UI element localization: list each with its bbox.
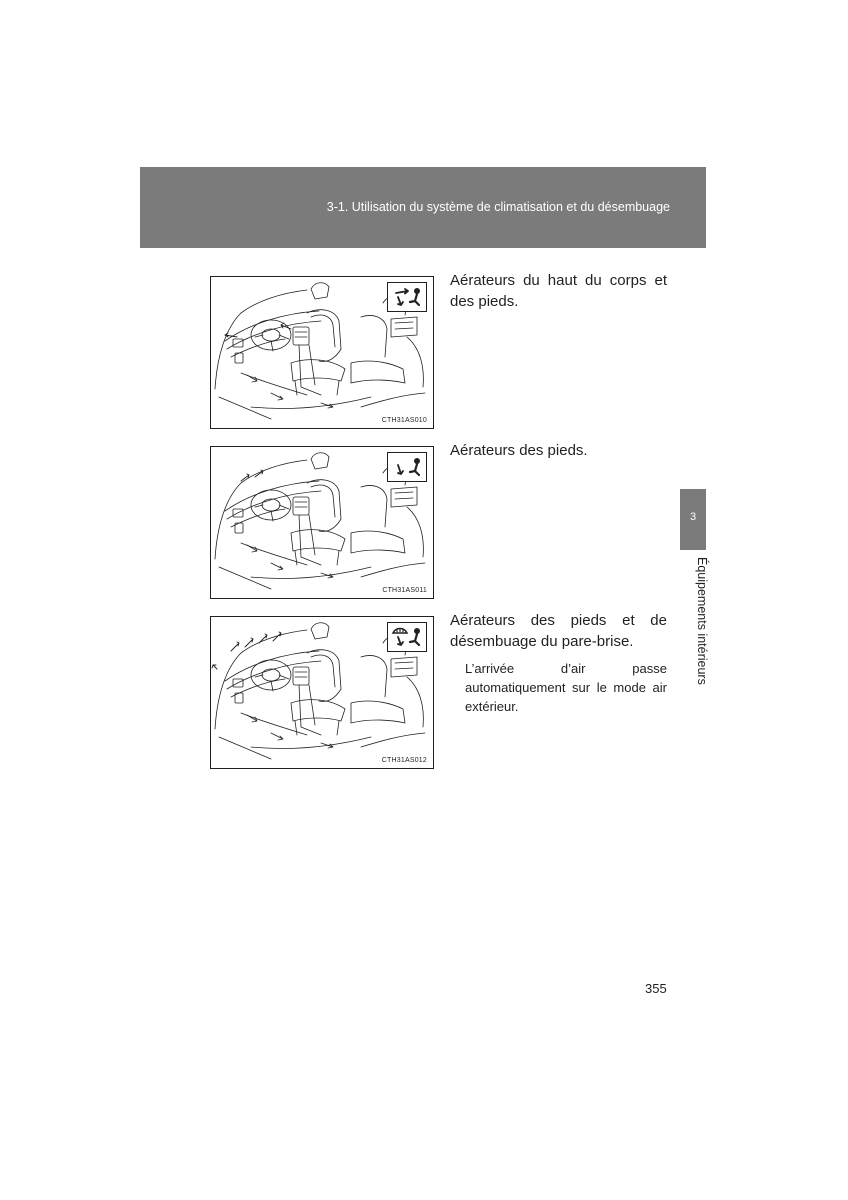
- illustration-code: CTH31AS010: [381, 417, 427, 424]
- page-number: 355: [645, 981, 667, 996]
- section-header-band: [140, 167, 706, 248]
- chapter-number: 3: [689, 511, 697, 523]
- illustration-feet: [210, 446, 434, 599]
- chapter-tab: [680, 489, 706, 550]
- feet-airflow-icon: [387, 452, 427, 482]
- feet-and-defrost-airflow-icon: [387, 622, 427, 652]
- chapter-label: Équipements intérieurs: [695, 557, 709, 685]
- item-description: Aérateurs du haut du corps et des pieds.: [450, 272, 667, 310]
- illustration-feet-and-defrost: [210, 616, 434, 769]
- item-description: Aérateurs des pieds.: [450, 442, 588, 459]
- illustration-face-and-feet: [210, 276, 434, 429]
- item-note: L’arrivée d’air passe automatiquement sur le mode air extérieur.: [465, 661, 667, 714]
- section-title: 3-1. Utilisation du système de climatisation et du désembuage: [326, 200, 670, 214]
- illustration-code: CTH31AS011: [382, 587, 427, 594]
- illustration-code: CTH31AS012: [381, 757, 427, 764]
- item-description: Aérateurs des pieds et de désembuage du pare-brise.: [450, 612, 667, 650]
- face-and-feet-airflow-icon: [387, 282, 427, 312]
